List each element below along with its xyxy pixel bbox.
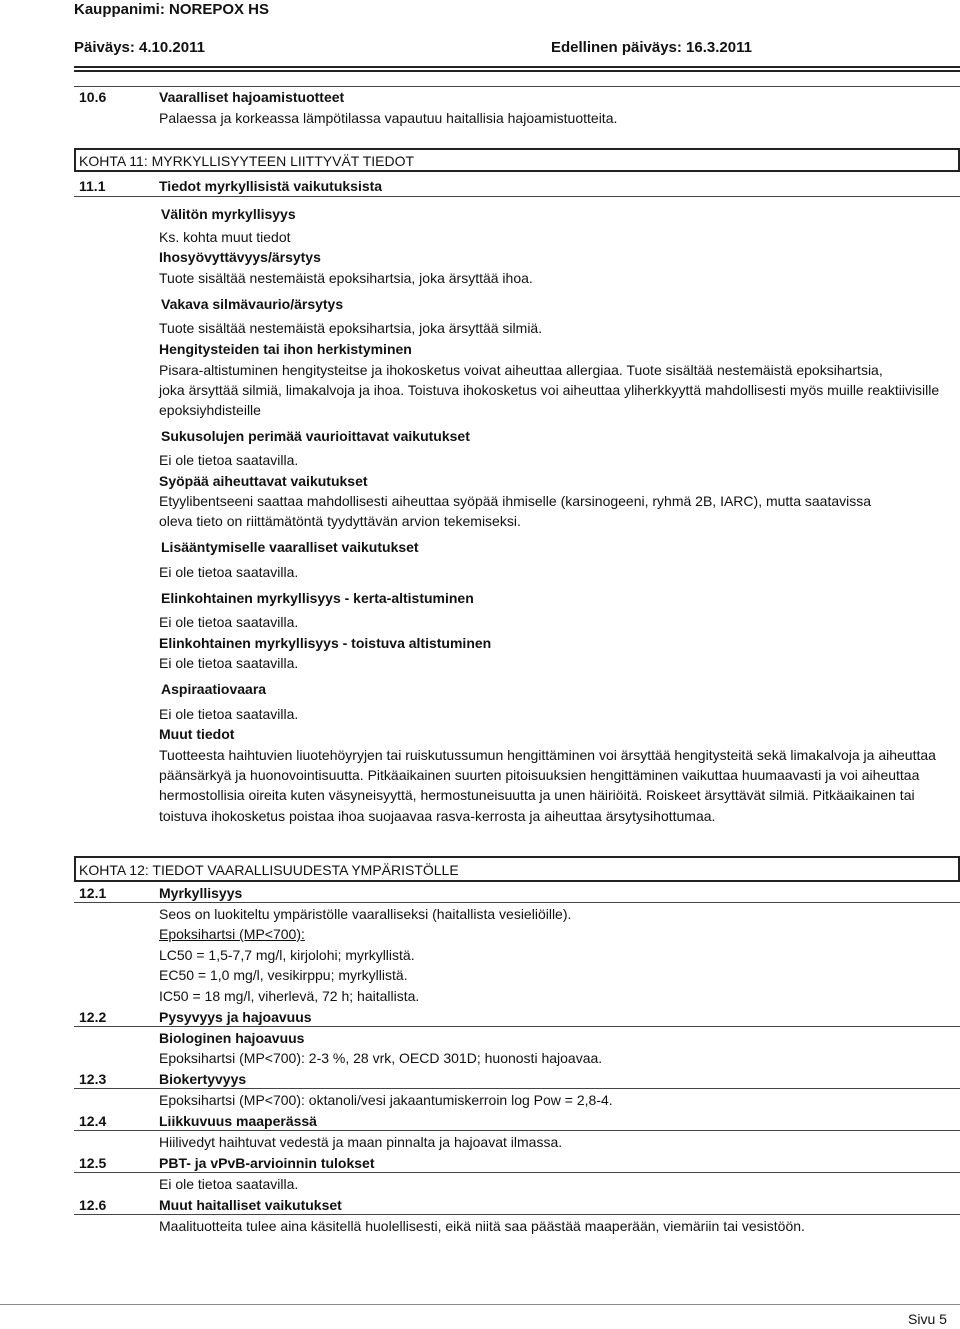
stot-single-title: Elinkohtainen myrkyllisyys - kerta-altistuminen [161, 590, 474, 606]
sensitisation-text: epoksiyhdisteille [159, 402, 261, 418]
aspiration-title: Aspiraatiovaara [161, 681, 267, 697]
section-text: Palaessa ja korkeassa lämpötilassa vapautuu haitallisia hajoamistuotteita. [159, 110, 618, 126]
section-text: IC50 = 18 mg/l, viherlevä, 72 h; haitallista. [159, 988, 420, 1004]
section-number: 12.1 [79, 885, 107, 901]
carcinogenicity-text: Etyylibentseeni saattaa mahdollisesti aiheuttaa syöpää ihmiselle (karsinogeeni, ryhmä 2B, IARC), mutta saatavissa [159, 493, 872, 509]
skin-irritation-title: Ihosyövyttävyys/ärsytys [159, 249, 321, 265]
stot-repeated-title: Elinkohtainen myrkyllisyys - toistuva altistuminen [159, 635, 492, 651]
section-11-heading: KOHTA 11: MYRKYLLISYYTEEN LIITTYVÄT TIEDOT [79, 153, 415, 169]
carcinogenicity-title: Syöpää aiheuttavat vaikutukset [159, 473, 368, 489]
eye-damage-text: Tuote sisältää nestemäistä epoksihartsia, joka ärsyttää silmiä. [159, 320, 543, 336]
acute-toxicity-text: Ks. kohta muut tiedot [159, 229, 291, 245]
date: Päiväys: 4.10.2011 [74, 39, 205, 56]
subsection-title: Biologinen hajoavuus [159, 1030, 305, 1046]
row-divider [74, 1214, 960, 1215]
stot-single-text: Ei ole tietoa saatavilla. [159, 614, 299, 630]
section-title: Pysyvyys ja hajoavuus [159, 1009, 312, 1025]
eye-damage-title: Vakava silmävaurio/ärsytys [161, 296, 344, 312]
section-text: Epoksihartsi (MP<700): oktanoli/vesi jakaantumiskerroin log Pow = 2,8-4. [159, 1092, 613, 1108]
section-text: Epoksihartsi (MP<700): 2-3 %, 28 vrk, OECD 301D; huonosti hajoavaa. [159, 1050, 603, 1066]
row-divider [74, 1130, 960, 1131]
section-text: EC50 = 1,0 mg/l, vesikirppu; myrkyllistä. [159, 967, 408, 983]
section-number: 11.1 [79, 178, 106, 194]
other-info-title: Muut tiedot [159, 726, 235, 742]
stot-repeated-text: Ei ole tietoa saatavilla. [159, 655, 299, 671]
footer-divider [0, 1304, 960, 1305]
sensitisation-title: Hengitysteiden tai ihon herkistyminen [159, 341, 412, 357]
acute-toxicity-title: Välitön myrkyllisyys [161, 206, 296, 222]
other-info-text: päänsärkyä ja huonovointisuutta. Pitkäaikainen suurten pitoisuuksien hengittäminen vaikuttaa huumaavasti ja voi aiheuttaa [159, 767, 920, 783]
section-title: Tiedot myrkyllisistä vaikutuksista [159, 178, 383, 194]
reproductive-toxicity-text: Ei ole tietoa saatavilla. [159, 564, 299, 580]
section-number: 10.6 [79, 89, 107, 105]
row-divider [74, 196, 960, 197]
sensitisation-text: joka ärsyttää silmiä, limakalvoja ja ihoa. Toistuva ihokosketus voi aiheuttaa yliherkkyyttä mahdollisesti myös muille reaktiivisille [159, 382, 940, 398]
section-title: Biokertyvyys [159, 1071, 247, 1087]
section-text: LC50 = 1,5-7,7 mg/l, kirjolohi; myrkyllistä. [159, 947, 415, 963]
section-text: Ei ole tietoa saatavilla. [159, 1176, 299, 1192]
skin-irritation-text: Tuote sisältää nestemäistä epoksihartsia, joka ärsyttää ihoa. [159, 270, 533, 286]
header-divider [74, 66, 960, 68]
section-text: Hiilivedyt haihtuvat vedestä ja maan pinnalta ja hajoavat ilmassa. [159, 1134, 563, 1150]
substance-heading: Epoksihartsi (MP<700): [159, 926, 305, 942]
section-number: 12.3 [79, 1071, 107, 1087]
row-divider [74, 1088, 960, 1089]
section-number: 12.5 [79, 1155, 107, 1171]
mutagenicity-text: Ei ole tietoa saatavilla. [159, 452, 299, 468]
header-divider-2 [74, 70, 960, 72]
previous-date: Edellinen päiväys: 16.3.2011 [551, 39, 752, 56]
section-number: 12.2 [79, 1009, 107, 1025]
section-number: 12.6 [79, 1197, 107, 1213]
row-divider [74, 1172, 960, 1173]
page-number: Sivu 5 [908, 1311, 947, 1327]
section-title: PBT- ja vPvB-arvioinnin tulokset [159, 1155, 375, 1171]
mutagenicity-title: Sukusolujen perimää vaurioittavat vaikutukset [161, 428, 470, 444]
section-title: Muut haitalliset vaikutukset [159, 1197, 342, 1213]
section-title: Liikkuvuus maaperässä [159, 1113, 317, 1129]
other-info-text: toistuva ihokosketus poistaa ihoa suojaavaa rasva-kerrosta ja aiheuttaa ärsytysihottumaa. [159, 808, 716, 824]
section-number: 12.4 [79, 1113, 107, 1129]
sensitisation-text: Pisara-altistuminen hengitysteitse ja ihokosketus voivat aiheuttaa allergiaa. Tuote sisältää nestemäistä epoksihartsia, [159, 362, 883, 378]
section-title: Vaaralliset hajoamistuotteet [159, 89, 345, 105]
reproductive-toxicity-title: Lisääntymiselle vaaralliset vaikutukset [161, 539, 419, 555]
section-text: Seos on luokiteltu ympäristölle vaaralliseksi (haitallista vesieliöille). [159, 906, 572, 922]
row-divider [74, 902, 960, 903]
aspiration-text: Ei ole tietoa saatavilla. [159, 706, 299, 722]
other-info-text: hermostollisia oireita kuten väsyneisyyttä, hermostuneisuutta ja unen häiriöitä. Roiskeet ärsyttävät silmiä. Pitkäaikainen tai [159, 787, 915, 803]
company-name: Kauppanimi: NOREPOX HS [74, 1, 270, 18]
section-12-heading: KOHTA 12: TIEDOT VAARALLISUUDESTA YMPÄRISTÖLLE [79, 862, 459, 878]
other-info-text: Tuotteesta haihtuvien liuotehöyryjen tai ruiskutussumun hengittäminen voi ärsyttää hengitysteitä sekä limakalvoja ja aiheuttaa [159, 747, 936, 763]
carcinogenicity-text: oleva tieto on riittämätöntä tyydyttävän arvion tekemiseksi. [159, 513, 521, 529]
section-title: Myrkyllisyys [159, 885, 243, 901]
row-divider [74, 1026, 960, 1027]
section-text: Maalituotteita tulee aina käsitellä huolellisesti, eikä niitä saa päästää maaperään, viemäriin tai vesistöön. [159, 1218, 805, 1234]
